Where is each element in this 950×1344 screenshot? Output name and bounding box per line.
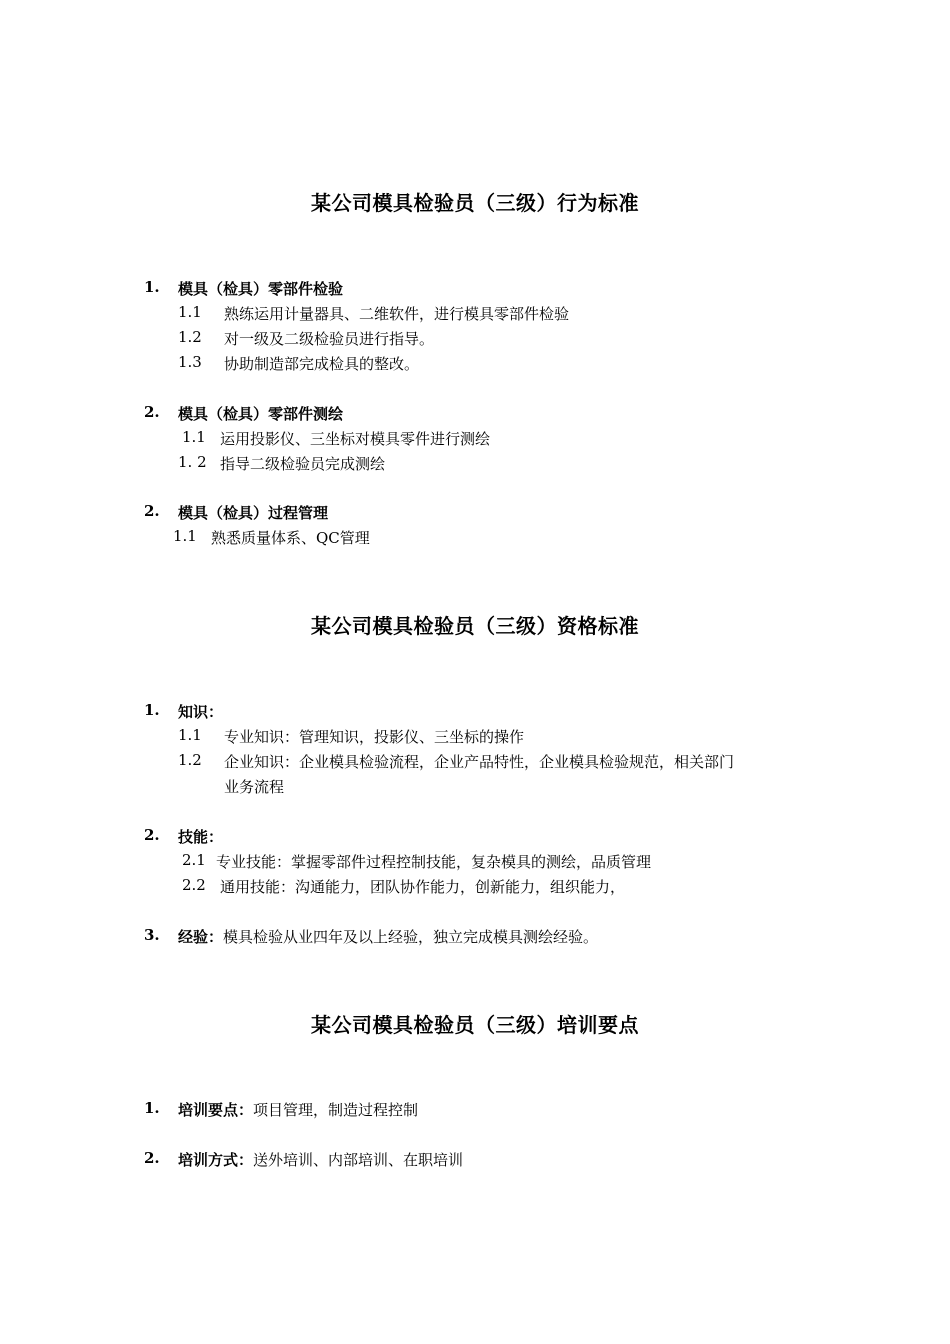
list-heading-body: 送外培训、内部培训、在职培训 [253, 1151, 464, 1169]
list-item-text: 企业知识：企业模具检验流程，企业产品特性，企业模具检验规范，相关部门 [224, 753, 735, 771]
list-item [178, 453, 386, 473]
list-heading [144, 403, 344, 423]
list-item-text: 协助制造部完成检具的整改。 [224, 355, 420, 373]
list-item-number: 1.1 [178, 726, 202, 744]
list-item-text: 指导二级检验员完成测绘 [220, 455, 386, 473]
list-heading-text: 经验： [178, 928, 224, 946]
list-number: 1. [144, 1099, 160, 1117]
list-number: 3. [144, 926, 160, 944]
list-heading-text: 技能： [178, 828, 224, 846]
list-item [178, 353, 420, 373]
list-item [182, 428, 491, 448]
list-item-number: 1.1 [178, 303, 202, 321]
list-item-text: 专业技能：掌握零部件过程控制技能，复杂模具的测绘，品质管理 [216, 853, 652, 871]
list-heading [144, 826, 224, 846]
list-heading-text: 模具（检具）零部件检验 [178, 280, 344, 298]
list-number: 1. [144, 701, 160, 719]
list-item [182, 851, 652, 871]
list-heading-body: 项目管理，制造过程控制 [253, 1101, 419, 1119]
list-item-text: 熟悉质量体系、QC管理 [211, 529, 370, 547]
list-item-text: 运用投影仪、三坐标对模具零件进行测绘 [220, 430, 491, 448]
list-heading [144, 1149, 464, 1169]
list-heading-text: 培训方式： [178, 1151, 254, 1169]
list-item-text: 通用技能：沟通能力，团队协作能力，创新能力，组织能力， [220, 878, 626, 896]
list-heading [144, 278, 344, 298]
list-item [182, 876, 626, 896]
list-item [178, 303, 570, 323]
list-heading [144, 701, 224, 721]
list-heading-text: 模具（检具）过程管理 [178, 504, 329, 522]
list-item [178, 751, 735, 771]
list-number: 2. [144, 502, 160, 520]
list-number: 1. [144, 278, 160, 296]
list-number: 2. [144, 403, 160, 421]
list-number: 2. [144, 1149, 160, 1167]
list-item-number: 1.1 [182, 428, 206, 446]
list-item-number: 1. 2 [178, 453, 207, 471]
list-heading-body: 模具检验从业四年及以上经验，独立完成模具测绘经验。 [223, 928, 599, 946]
list-heading [144, 1099, 419, 1119]
list-number: 2. [144, 826, 160, 844]
list-heading-text: 知识： [178, 703, 224, 721]
list-item [173, 527, 370, 547]
list-heading [144, 926, 599, 946]
list-item [178, 328, 435, 348]
list-heading-text: 培训要点： [178, 1101, 254, 1119]
list-item-number: 1.1 [173, 527, 197, 545]
list-item-number: 1.3 [178, 353, 202, 371]
list-item-text: 对一级及二级检验员进行指导。 [224, 330, 435, 348]
section-title-behavior-standard: 某公司模具检验员（三级）行为标准 [311, 191, 639, 215]
section-title-qualification-standard: 某公司模具检验员（三级）资格标准 [311, 614, 639, 638]
list-item-continuation: 业务流程 [224, 778, 285, 796]
list-heading-text: 模具（检具）零部件测绘 [178, 405, 344, 423]
list-item-number: 1.2 [178, 751, 202, 769]
section-title-training-points: 某公司模具检验员（三级）培训要点 [311, 1013, 639, 1037]
list-item-number: 1.2 [178, 328, 202, 346]
list-item-text: 专业知识：管理知识，投影仪、三坐标的操作 [224, 728, 525, 746]
list-item [178, 726, 525, 746]
list-heading [144, 502, 329, 522]
list-item-number: 2.2 [182, 876, 206, 894]
list-item-number: 2.1 [182, 851, 206, 869]
list-item-text: 熟练运用计量器具、二维软件，进行模具零部件检验 [224, 305, 570, 323]
